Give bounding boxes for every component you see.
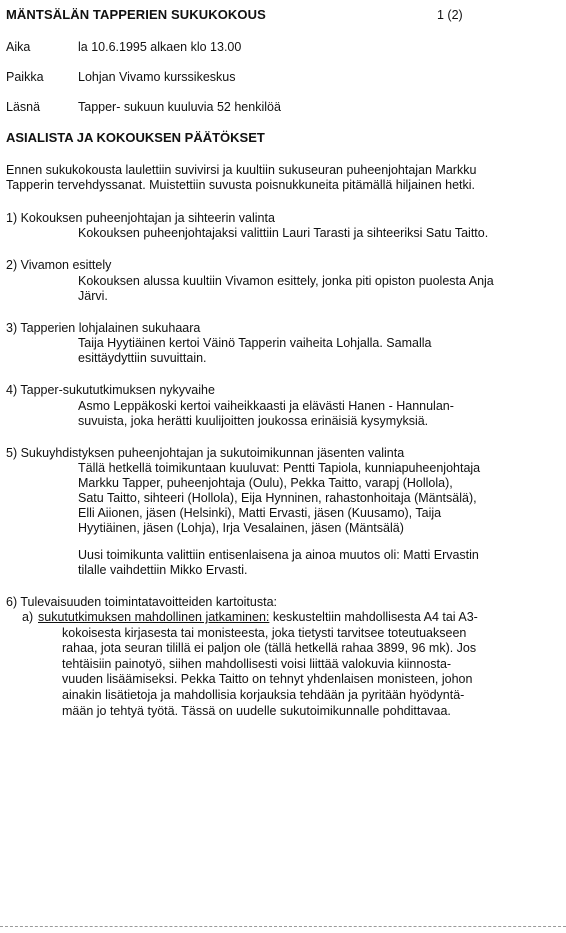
section-line: mään jo tehtyä työtä. Tässä on uudelle sukutoimikunnalle pohdittavaa. [62,703,451,718]
intro-paragraph [6,163,526,193]
section-line: esittäydyttiin suvuittain. [78,351,207,365]
section-1-body [78,226,518,241]
agenda-heading: ASIALISTA JA KOKOUKSEN PÄÄTÖKSET [6,130,265,145]
section-1-title: 1) Kokouksen puheenjohtajan ja sihteerin valinta [6,211,275,225]
section-6-title: 6) Tulevaisuuden toimintatavoitteiden kartoitusta: [6,595,277,609]
section-6-first-rest: keskusteltiin mahdollisesta A4 tai A3- [269,610,478,624]
meta-value-attendance: Tapper- sukuun kuuluvia 52 henkilöä [78,100,281,114]
section-6-first-line [38,610,508,626]
section-6-sub-label: a) [22,610,34,624]
section-line: Satu Taitto, sihteeri (Hollola), Eija Hynninen, rahastonhoitaja (Mäntsälä), [78,491,477,505]
section-line: Uusi toimikunta valittiin entisenlaisena ja ainoa muutos oli: Matti Ervastin [78,548,479,562]
section-3-title: 3) Tapperien lohjalainen sukuhaara [6,321,201,335]
section-6-lead: sukututkimuksen mahdollinen jatkaminen: [38,610,270,624]
section-line: kokoisesta kirjasesta tai monisteesta, joka tietysti tarvitsee toteutuakseen [62,625,467,640]
page-number: 1 (2) [437,8,463,22]
section-line: Kokouksen puheenjohtajaksi valittiin Lauri Tarasti ja sihteeriksi Satu Taitto. [78,226,489,240]
section-6-body [38,610,508,719]
section-5-body [78,461,518,578]
section-line: Järvi. [78,289,108,303]
intro-line: Ennen sukukokousta laulettiin suvivirsi ja kuultiin sukuseuran puheenjohtajan Markku [6,163,477,177]
meta-label-attendance: Läsnä [6,100,41,114]
meta-value-time: la 10.6.1995 alkaen klo 13.00 [78,40,242,54]
section-line: Tällä hetkellä toimikuntaan kuuluvat: Pentti Tapiola, kunniapuheenjohtaja [78,461,481,475]
section-line: Asmo Leppäkoski kertoi vaiheikkaasti ja elävästi Hanen - Hannulan- [78,399,454,413]
section-5-title: 5) Sukuyhdistyksen puheenjohtajan ja sukutoimikunnan jäsenten valinta [6,446,405,460]
meta-value-place: Lohjan Vivamo kurssikeskus [78,70,236,84]
meta-label-time: Aika [6,40,31,54]
section-line: Elli Aiionen, jäsen (Helsinki), Matti Ervasti, jäsen (Kuusamo), Taija [78,506,442,520]
section-3-body [78,336,518,366]
document-title: MÄNTSÄLÄN TAPPERIEN SUKUKOKOUS [6,7,266,22]
section-4-title: 4) Tapper-sukututkimuksen nykyvaihe [6,383,215,397]
section-line: rahaa, jota seuran tilillä ei paljon ole (tällä hetkellä rahaa 3899, 96 mk). Jos [62,641,477,656]
section-line: Kokouksen alussa kuultiin Vivamon esittely, jonka piti opiston puolesta Anja [78,274,494,288]
section-2-body [78,274,518,304]
section-line: Taija Hyytiäinen kertoi Väinö Tapperin vaiheita Lohjalla. Samalla [78,336,432,350]
intro-line: Tapperin tervehdyssanat. Muistettiin suvusta poisnukkuneita pitämällä hiljainen hetki. [6,178,476,192]
section-line: tilalle vaihdettiin Mikko Ervasti. [78,563,248,577]
section-line: Hyytiäinen, jäsen (Lohja), Irja Vesalainen, jäsen (Mäntsälä) [78,521,404,535]
section-line: ainakin lisätietoja ja mahdollisia korjauksia tehdään ja pyritään hyödyntä- [62,687,465,702]
section-2-title: 2) Vivamon esittely [6,258,112,272]
scan-edge-divider [0,926,566,927]
section-line: vuuden lisäämiseksi. Pekka Taitto on tehnyt yhdenlaisen monisteen, johon [62,672,473,687]
meta-label-place: Paikka [6,70,44,84]
section-line: suvuista, joka herätti kuulijoitten joukossa erinäisiä kysymyksiä. [78,414,429,428]
section-line: Markku Tapper, puheenjohtaja (Oulu), Pekka Taitto, varapj (Hollola), [78,476,453,490]
section-4-body [78,399,518,429]
section-line: tehtäisiin painotyö, siihen mahdollisesti voisi liittää valokuvia kiinnosta- [62,656,452,671]
